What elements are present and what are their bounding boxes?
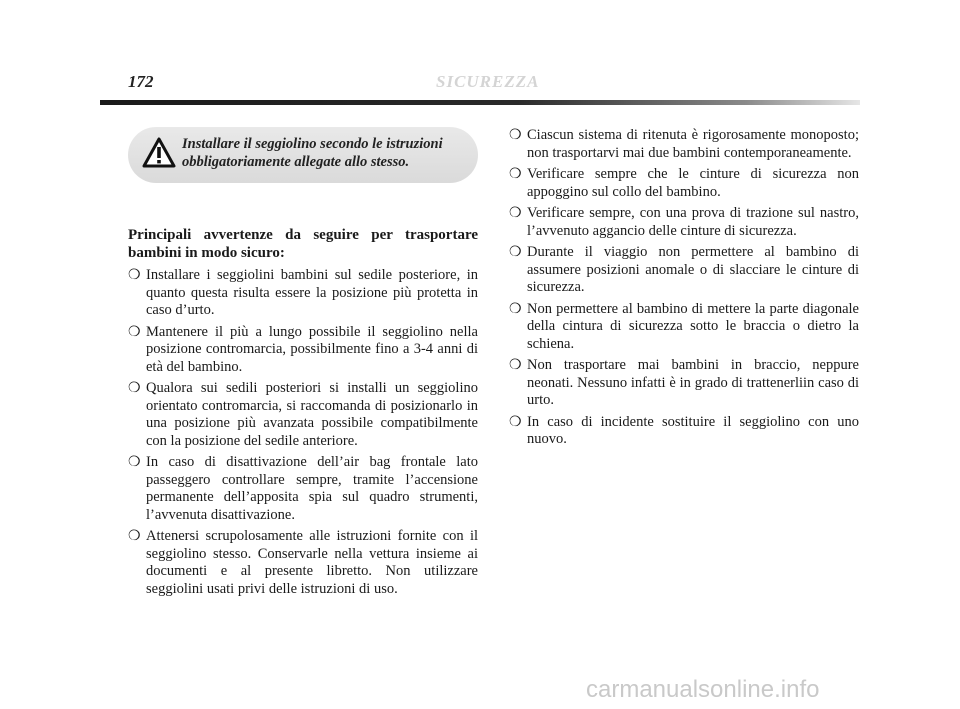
right-bullet-list [509, 127, 859, 449]
bullet-icon: ❍ [509, 358, 522, 373]
list-item-text: Attenersi scrupolosamente alle istruzioni fornite con il seggiolino stesso. Conservarle nella vettura insieme ai documenti e al presente libretto. Non utilizzare seggiolini usati privi delle istruzioni di uso. [146, 528, 478, 597]
list-item-text: In caso di disattivazione dell’air bag frontale lato passeggero controllare sempre, tramite l’accensione permanente dell’apposita spia sul quadro strumenti, l’avvenuta disattivazione. [146, 454, 478, 523]
list-item [509, 301, 859, 354]
bullet-icon: ❍ [509, 245, 522, 260]
list-item [128, 528, 478, 598]
list-item-text: Ciascun sistema di ritenuta è rigorosamente monoposto; non trasportarvi mai due bambini contemporaneamente. [527, 127, 859, 161]
list-item-text: Mantenere il più a lungo possibile il seggiolino nella posizione contromarcia, possibilmente fino a 3-4 anni di età del bambino. [146, 323, 478, 375]
page-number: 172 [128, 72, 154, 91]
left-bullet-list [128, 267, 478, 598]
bullet-icon: ❍ [509, 128, 522, 143]
list-item [128, 380, 478, 450]
list-item-text: Qualora sui sedili posteriori si installi un seggiolino orientato contromarcia, si raccomanda di posizionarlo in una posizione più avanzata possibile compatibilmente con la posizione del sedile anteriore. [146, 380, 478, 449]
list-item [128, 324, 478, 377]
list-item [509, 357, 859, 410]
bullet-icon: ❍ [128, 381, 141, 396]
list-item-text: Non trasportare mai bambini in braccio, neppure neonati. Nessuno infatti è in grado di trattenerliin caso di urto. [527, 357, 859, 408]
list-item [509, 244, 859, 297]
list-item-text: Durante il viaggio non permettere al bambino di assumere posizioni anomale o di slacciare le cinture di sicurezza. [527, 244, 859, 295]
list-item [128, 267, 478, 320]
bullet-icon: ❍ [509, 167, 522, 182]
list-item [509, 414, 859, 449]
bullet-icon: ❍ [509, 414, 522, 430]
list-item [128, 454, 478, 524]
watermark: carmanualsonline.info [586, 676, 820, 703]
bullet-icon: ❍ [128, 268, 141, 283]
warning-box [128, 127, 478, 183]
warning-text: Installare il seggiolino secondo le istruzioni obbligatoriamente allegate allo stesso. [182, 136, 443, 170]
list-item [509, 166, 859, 201]
bullet-icon: ❍ [509, 301, 522, 317]
bullet-icon: ❍ [128, 455, 141, 470]
list-item [509, 127, 859, 162]
list-item-text: Installare i seggiolini bambini sul sedile posteriore, in quanto questa risulta essere la posizione più protetta in caso d’urto. [146, 267, 478, 318]
section-heading: Principali avvertenze da seguire per trasportare bambini in modo sicuro: [128, 227, 478, 261]
header-rule [100, 100, 860, 105]
bullet-icon: ❍ [128, 324, 141, 340]
right-column [509, 127, 859, 453]
list-item-text: Verificare sempre che le cinture di sicurezza non appoggino sul collo del bambino. [527, 166, 859, 200]
list-item-text: In caso di incidente sostituire il seggiolino con uno nuovo. [527, 413, 859, 447]
list-item-text: Non permettere al bambino di mettere la parte diagonale della cintura di sicurezza sotto le braccia o dietro la schiena. [527, 300, 859, 352]
section-title: SICUREZZA [436, 72, 540, 91]
warning-triangle-icon [142, 137, 176, 169]
list-item [509, 205, 859, 240]
list-item-text: Verificare sempre, con una prova di trazione sul nastro, l’avvenuto aggancio delle cinture di sicurezza. [527, 205, 859, 239]
bullet-icon: ❍ [128, 529, 141, 544]
bullet-icon: ❍ [509, 206, 522, 221]
left-column [128, 226, 478, 602]
